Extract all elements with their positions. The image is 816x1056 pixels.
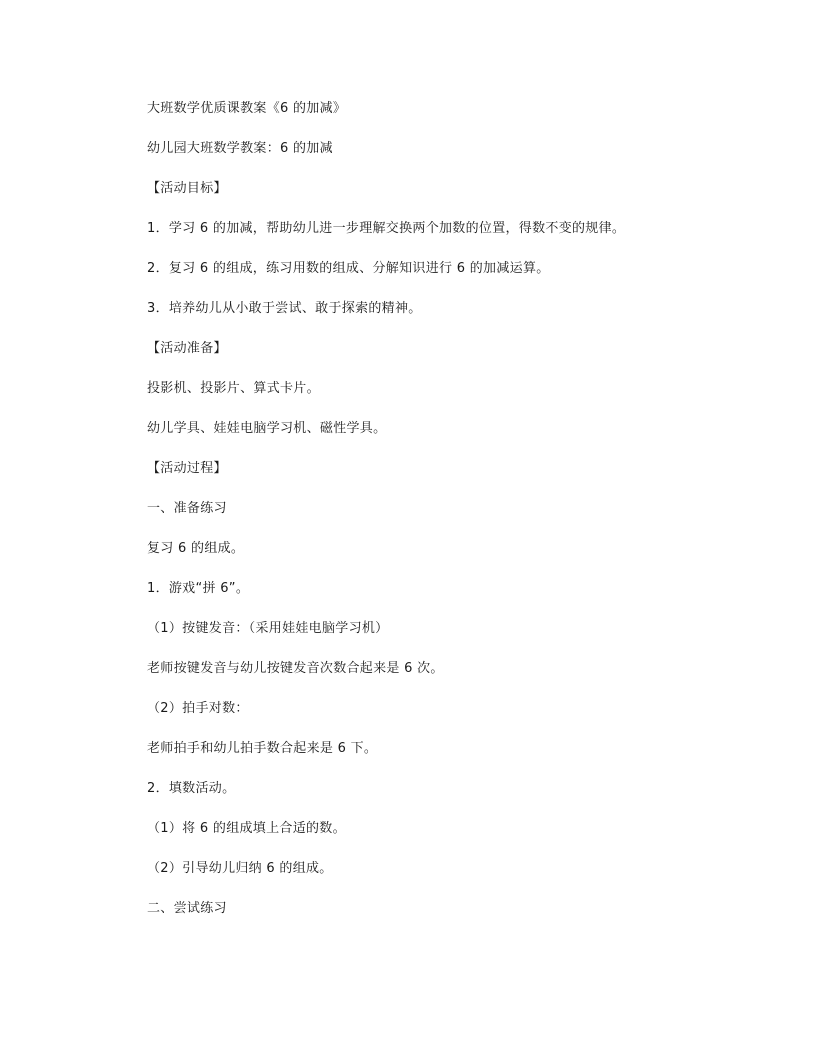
goal-item-2: 2．复习 6 的组成，练习用数的组成、分解知识进行 6 的加减运算。	[147, 261, 550, 276]
sub-step-item: （1）将 6 的组成填上合适的数。	[147, 821, 346, 836]
step-item: 2．填数活动。	[147, 781, 236, 796]
document-body	[147, 99, 707, 939]
document-subtitle: 幼儿园大班数学教案：6 的加减	[147, 141, 333, 156]
section-heading-process: 【活动过程】	[147, 461, 227, 476]
sub-step-item: （2）拍手对数：	[147, 701, 249, 716]
goal-item-1: 1．学习 6 的加减，帮助幼儿进一步理解交换两个加数的位置，得数不变的规律。	[147, 221, 626, 236]
paragraph-text: 老师拍手和幼儿拍手数合起来是 6 下。	[147, 741, 378, 756]
process-part-2-heading: 二、尝试练习	[147, 901, 227, 916]
section-heading-preparation: 【活动准备】	[147, 341, 227, 356]
document-title: 大班数学优质课教案《6 的加减》	[147, 101, 347, 116]
step-item: 1．游戏“拼 6”。	[147, 581, 250, 596]
section-heading-goals: 【活动目标】	[147, 181, 227, 196]
paragraph-text: 复习 6 的组成。	[147, 541, 245, 556]
process-part-1-heading: 一、准备练习	[147, 501, 227, 516]
sub-step-item: （2）引导幼儿归纳 6 的组成。	[147, 861, 333, 876]
paragraph-text: 老师按键发音与幼儿按键发音次数合起来是 6 次。	[147, 661, 444, 676]
preparation-item-1: 投影机、投影片、算式卡片。	[147, 381, 320, 396]
preparation-item-2: 幼儿学具、娃娃电脑学习机、磁性学具。	[147, 421, 387, 436]
sub-step-item: （1）按键发音：（采用娃娃电脑学习机）	[147, 621, 389, 636]
goal-item-3: 3．培养幼儿从小敢于尝试、敢于探索的精神。	[147, 301, 422, 316]
